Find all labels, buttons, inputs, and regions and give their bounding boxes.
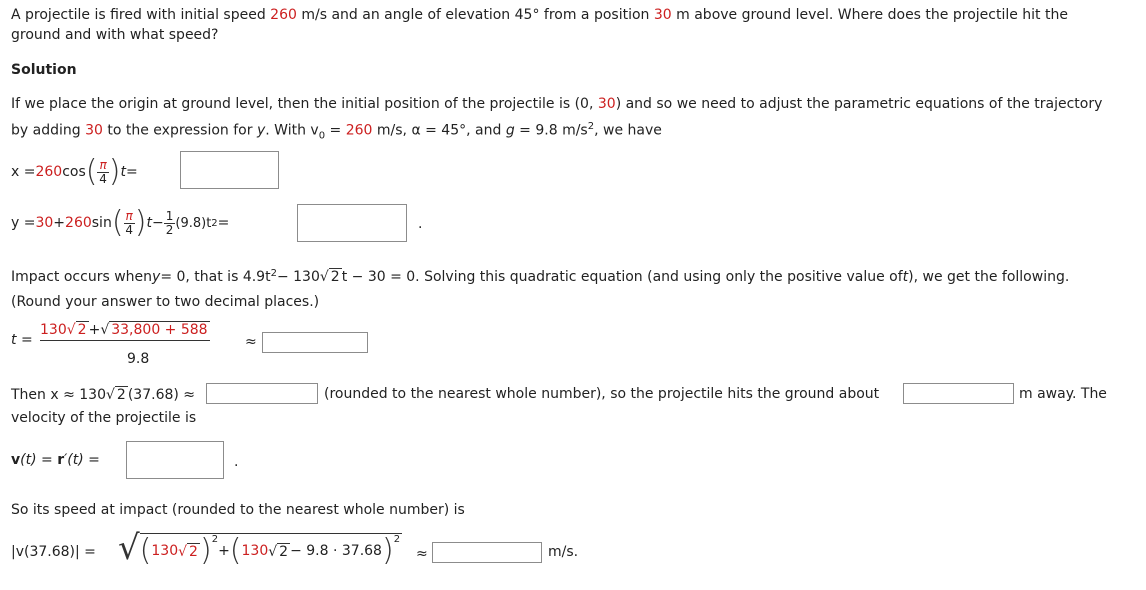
speed-unit: m/s.: [548, 544, 579, 560]
para3-rounded-text: (rounded to the nearest whole number), so the projectile hits the ground about: [324, 386, 880, 402]
t-answer-input[interactable]: [262, 332, 368, 353]
para1-line1: If we place the origin at ground level, then the initial position of the projectile is (0, 30) and so we need to adjust the parametric equations of the trajectory: [11, 96, 1103, 112]
speed-input[interactable]: [432, 542, 542, 563]
speed-lhs: |v(37.68)| =: [11, 544, 96, 560]
para2-line2: (Round your answer to two decimal places.): [11, 294, 320, 310]
distance-input[interactable]: [903, 383, 1014, 404]
y-period: .: [418, 216, 423, 232]
problem-line-2: ground and with what speed?: [11, 27, 219, 43]
para2-line1: Impact occurs when y = 0, that is 4.9t $^2$ − 130 √ 2 t − 30 = 0. Solving this quadratic equation (and using only the positive value of t ), we get the following.: [11, 268, 1070, 285]
solution-heading: Solution: [11, 62, 77, 78]
para4: So its speed at impact (rounded to the nearest whole number) is: [11, 502, 465, 518]
sqrt-sign: √: [118, 528, 140, 568]
equation-x: x = 260 cos ( $\frac{\pi}{4}$ ) t =: [11, 154, 138, 189]
x-impact-input[interactable]: [206, 383, 318, 404]
y-answer-input[interactable]: [297, 204, 407, 242]
fraction-pi-over-4-y: $\frac{\pi}{4}$: [125, 208, 133, 237]
t-denominator: 9.8: [127, 351, 150, 367]
equation-v: v(t) = r′(t) =: [11, 452, 100, 468]
para3-line1: Then x ≈ 130 √ 2 (37.68) ≈: [11, 387, 196, 403]
equation-y: y = 30 + 260 sin ( $\frac{\pi}{4}$ ) t − $\frac{1}{2}$ (9.8)t 2 =: [11, 205, 230, 240]
t-lhs: t =: [11, 332, 33, 348]
fraction-one-half: $\frac{1}{2}$: [165, 208, 174, 237]
velocity-input[interactable]: [126, 441, 224, 479]
fraction-pi-over-4: $\frac{\pi}{4}$: [99, 157, 107, 186]
speed-approx: ≈: [416, 546, 428, 562]
v-period: .: [234, 454, 239, 470]
problem-line-1: A projectile is fired with initial speed 260 m/s and an angle of elevation 45° from a position 30 m above ground level. Where does the projectile hit the: [11, 7, 1068, 23]
t-approx: ≈: [245, 334, 257, 350]
para3-away-text: m away. The: [1019, 386, 1107, 402]
x-answer-input[interactable]: [180, 151, 279, 189]
para3-line2: velocity of the projectile is: [11, 410, 197, 426]
para1-line2: by adding 30 to the expression for y. With $v_0 = 260$ m/s, α = 45°, and g = 9.8 $m/s^2$, we have: [11, 121, 662, 142]
t-numerator: 130 √ 2 + √ 33,800 + 588: [40, 321, 210, 341]
speed-expression: √ ( 130 √ 2 ) $^2$ + ( 130 √ 2 − 9.8 · 37.68 ) $^2$: [118, 528, 401, 568]
